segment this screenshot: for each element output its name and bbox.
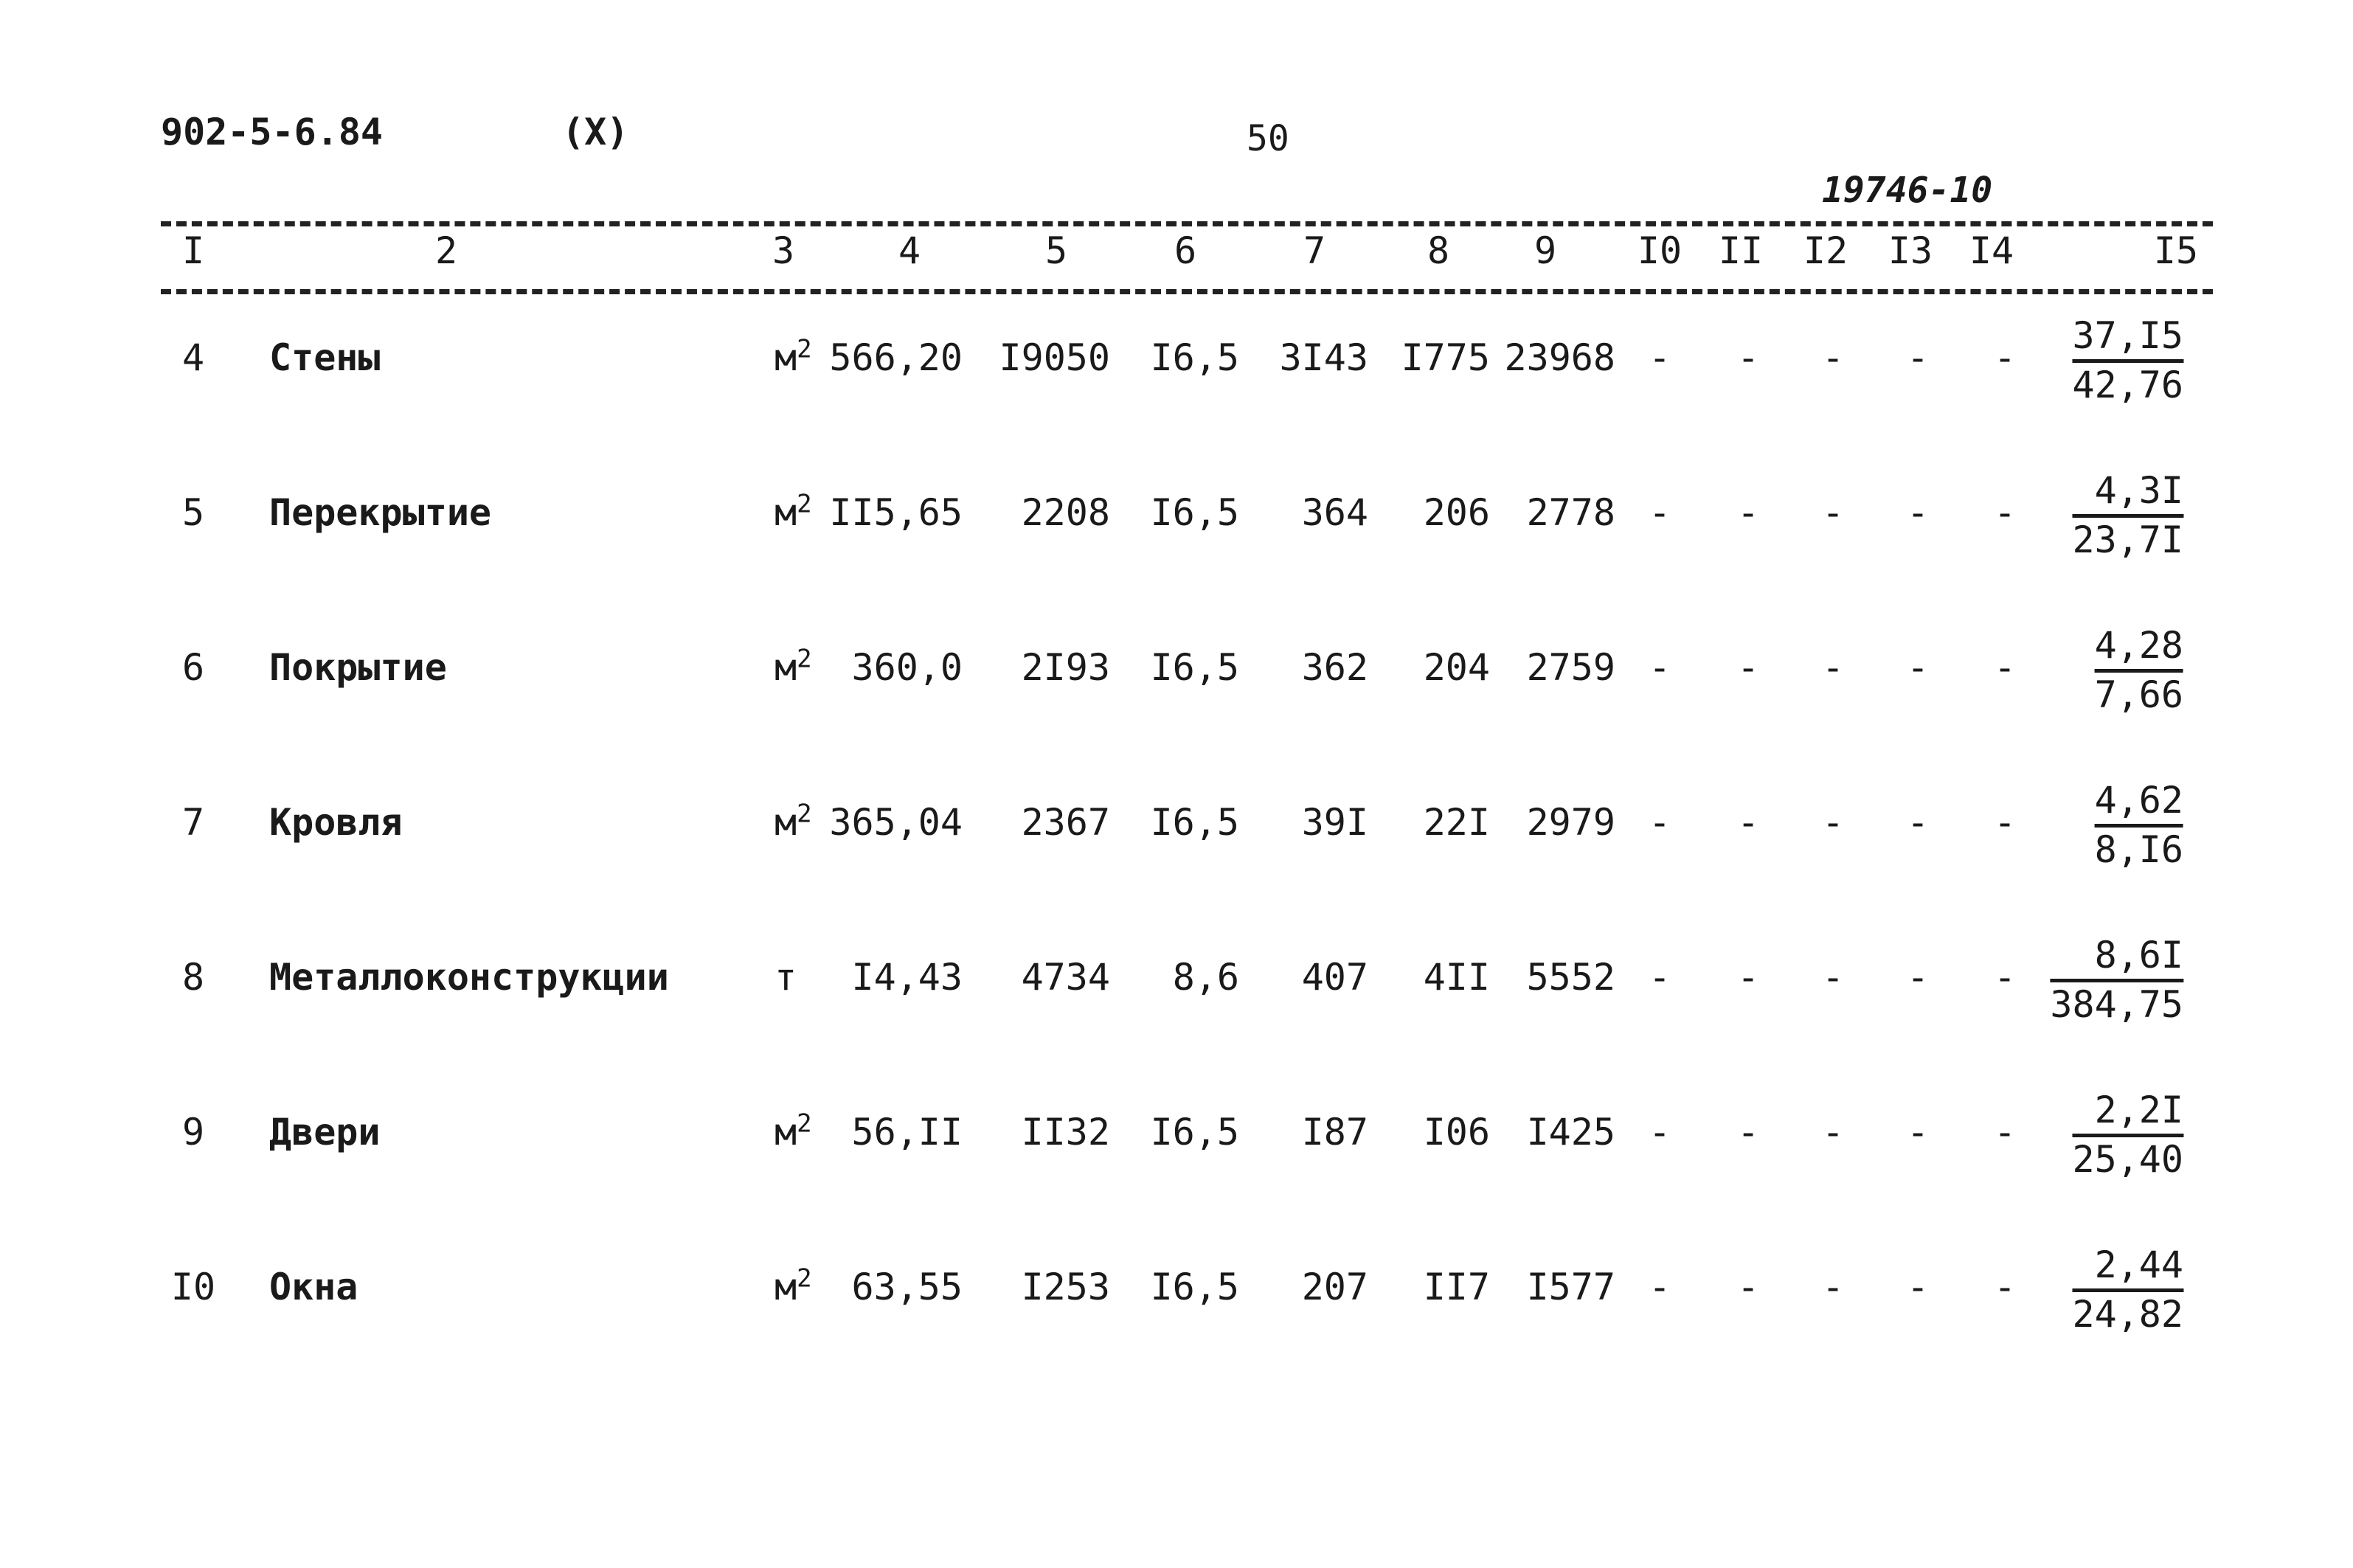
cell-c14: - <box>1993 1266 2017 1308</box>
cell-c10: - <box>1648 956 1671 999</box>
unit-exponent: 2 <box>797 1263 812 1294</box>
cell-c13: - <box>1906 801 1930 844</box>
unit-base: м <box>774 1266 797 1308</box>
cell-c10: - <box>1648 646 1671 689</box>
column-header: I4 <box>1969 229 2014 272</box>
column-header: 7 <box>1303 229 1326 272</box>
column-header: 4 <box>898 229 921 272</box>
fraction-denominator: 25,40 <box>2072 1138 2183 1181</box>
cell-c4: 360,0 <box>851 646 963 689</box>
cell-c6: I6,5 <box>1150 336 1239 379</box>
cost-fraction <box>2072 1088 2183 1182</box>
cell-c9: 2979 <box>1526 801 1615 844</box>
cell-c11: - <box>1736 801 1760 844</box>
cell-c6: I6,5 <box>1150 1111 1239 1154</box>
cell-c8: 4II <box>1423 956 1490 999</box>
cell-c5: 2208 <box>1021 491 1110 534</box>
cell-c4: 566,20 <box>829 336 963 379</box>
cell-c4: II5,65 <box>829 491 963 534</box>
unit-exponent: 2 <box>797 1109 812 1139</box>
fraction-denominator: 8,I6 <box>2094 828 2183 871</box>
unit-base: м <box>774 646 797 689</box>
cell-c10: - <box>1648 336 1671 379</box>
unit-base: м <box>774 801 797 844</box>
cell-c11: - <box>1736 336 1760 379</box>
cell-c9: 2778 <box>1526 491 1615 534</box>
fraction-denominator: 24,82 <box>2072 1293 2183 1336</box>
unit <box>774 800 812 844</box>
cell-c12: - <box>1821 1111 1845 1154</box>
cell-c9: I425 <box>1526 1111 1615 1154</box>
cell-c6: 8,6 <box>1172 956 1239 999</box>
cell-c6: I6,5 <box>1150 1266 1239 1308</box>
unit-base: м <box>774 1111 797 1154</box>
cell-c11: - <box>1736 1111 1760 1154</box>
cell-c8: I06 <box>1423 1111 1490 1154</box>
cell-c9: 2759 <box>1526 646 1615 689</box>
column-header: I0 <box>1637 229 1683 272</box>
item-name: Двери <box>269 1111 381 1154</box>
unit-base: м <box>774 491 797 534</box>
document-marker: (X) <box>562 111 629 153</box>
column-header: I <box>181 229 205 272</box>
cell-c5: II32 <box>1021 1111 1110 1154</box>
cell-c12: - <box>1821 1266 1845 1308</box>
cell-c7: 364 <box>1301 491 1368 534</box>
cell-c12: - <box>1821 801 1845 844</box>
cell-c13: - <box>1906 336 1930 379</box>
column-header: 6 <box>1174 229 1197 272</box>
cell-c5: 2I93 <box>1021 646 1110 689</box>
cost-fraction <box>2072 313 2183 407</box>
cell-c11: - <box>1736 956 1760 999</box>
unit-exponent: 2 <box>797 644 812 674</box>
column-header: I5 <box>2153 229 2199 272</box>
cell-c13: - <box>1906 491 1930 534</box>
fraction-numerator: 8,6I <box>2050 933 2183 982</box>
unit <box>774 955 797 999</box>
cost-fraction <box>2050 933 2183 1027</box>
item-name: Кровля <box>269 801 403 844</box>
cell-c14: - <box>1993 1111 2017 1154</box>
fraction-denominator: 384,75 <box>2050 983 2183 1026</box>
cell-c9: 23968 <box>1504 336 1615 379</box>
fraction-denominator: 7,66 <box>2094 673 2183 716</box>
cell-c5: 4734 <box>1021 956 1110 999</box>
cell-c11: - <box>1736 1266 1760 1308</box>
cell-c7: I87 <box>1301 1111 1368 1154</box>
item-name: Покрытие <box>269 646 447 689</box>
cost-fraction <box>2095 623 2183 717</box>
cell-c6: I6,5 <box>1150 491 1239 534</box>
column-header: I3 <box>1888 229 1933 272</box>
cell-c14: - <box>1993 336 2017 379</box>
cell-c12: - <box>1821 491 1845 534</box>
header-bottom-rule <box>161 289 2213 294</box>
cell-c6: I6,5 <box>1150 801 1239 844</box>
cell-c7: 39I <box>1301 801 1368 844</box>
row-number: I0 <box>170 1266 216 1308</box>
column-header: II <box>1718 229 1764 272</box>
cost-fraction <box>2072 468 2183 562</box>
item-name: Стены <box>269 336 381 379</box>
unit-base: м <box>774 336 797 379</box>
row-number: 4 <box>181 336 205 379</box>
cell-c4: I4,43 <box>851 956 963 999</box>
page-number: 50 <box>1247 118 1289 159</box>
cell-c8: II7 <box>1423 1266 1490 1308</box>
cell-c7: 207 <box>1301 1266 1368 1308</box>
row-number: 9 <box>181 1111 205 1154</box>
column-header: 9 <box>1534 229 1557 272</box>
item-name: Перекрытие <box>269 491 492 534</box>
item-name: Металлоконструкции <box>269 956 669 999</box>
cell-c8: 204 <box>1423 646 1490 689</box>
column-header: 2 <box>434 229 458 272</box>
unit <box>774 1265 812 1309</box>
cell-c9: 5552 <box>1526 956 1615 999</box>
row-number: 7 <box>181 801 205 844</box>
fraction-denominator: 23,7I <box>2072 518 2183 561</box>
cell-c14: - <box>1993 491 2017 534</box>
cell-c12: - <box>1821 956 1845 999</box>
unit-base: т <box>774 956 797 999</box>
fraction-numerator: 4,3I <box>2072 468 2183 518</box>
cell-c7: 407 <box>1301 956 1368 999</box>
cell-c5: I9050 <box>999 336 1110 379</box>
page-header <box>0 111 2353 221</box>
unit <box>774 336 812 380</box>
row-number: 6 <box>181 646 205 689</box>
cell-c14: - <box>1993 956 2017 999</box>
cell-c4: 365,04 <box>829 801 963 844</box>
unit <box>774 645 812 690</box>
fraction-denominator: 42,76 <box>2072 364 2183 406</box>
cell-c11: - <box>1736 491 1760 534</box>
cell-c5: I253 <box>1021 1266 1110 1308</box>
inventory-number: 19746-10 <box>1822 170 1993 211</box>
fraction-numerator: 4,28 <box>2095 623 2183 673</box>
fraction-numerator: 4,62 <box>2095 778 2183 828</box>
unit-exponent: 2 <box>797 334 812 364</box>
column-header: 5 <box>1044 229 1068 272</box>
cell-c10: - <box>1648 801 1671 844</box>
document-code: 902-5-6.84 <box>161 111 384 153</box>
cell-c5: 2367 <box>1021 801 1110 844</box>
cost-fraction <box>2095 778 2183 872</box>
cell-c13: - <box>1906 646 1930 689</box>
header-top-rule <box>161 221 2213 226</box>
fraction-numerator: 37,I5 <box>2072 313 2183 363</box>
cell-c6: I6,5 <box>1150 646 1239 689</box>
cell-c11: - <box>1736 646 1760 689</box>
row-number: 8 <box>181 956 205 999</box>
row-number: 5 <box>181 491 205 534</box>
cell-c10: - <box>1648 1111 1671 1154</box>
item-name: Окна <box>269 1266 358 1308</box>
unit <box>774 1110 812 1154</box>
cell-c14: - <box>1993 646 2017 689</box>
cell-c13: - <box>1906 1111 1930 1154</box>
unit-exponent: 2 <box>797 489 812 519</box>
fraction-numerator: 2,2I <box>2072 1088 2183 1137</box>
cell-c4: 56,II <box>851 1111 963 1154</box>
cell-c9: I577 <box>1526 1266 1615 1308</box>
column-header: 3 <box>772 229 795 272</box>
cell-c13: - <box>1906 1266 1930 1308</box>
unit <box>774 490 812 535</box>
cell-c13: - <box>1906 956 1930 999</box>
cell-c7: 362 <box>1301 646 1368 689</box>
cell-c4: 63,55 <box>851 1266 963 1308</box>
cost-fraction <box>2072 1243 2183 1336</box>
cell-c10: - <box>1648 491 1671 534</box>
cell-c7: 3I43 <box>1279 336 1368 379</box>
cell-c10: - <box>1648 1266 1671 1308</box>
cell-c8: 22I <box>1423 801 1490 844</box>
column-header: I2 <box>1803 229 1848 272</box>
cell-c12: - <box>1821 646 1845 689</box>
column-header: 8 <box>1427 229 1450 272</box>
cell-c12: - <box>1821 336 1845 379</box>
fraction-numerator: 2,44 <box>2072 1243 2183 1292</box>
cell-c8: 206 <box>1423 491 1490 534</box>
unit-exponent: 2 <box>797 799 812 829</box>
cell-c14: - <box>1993 801 2017 844</box>
cell-c8: I775 <box>1401 336 1490 379</box>
